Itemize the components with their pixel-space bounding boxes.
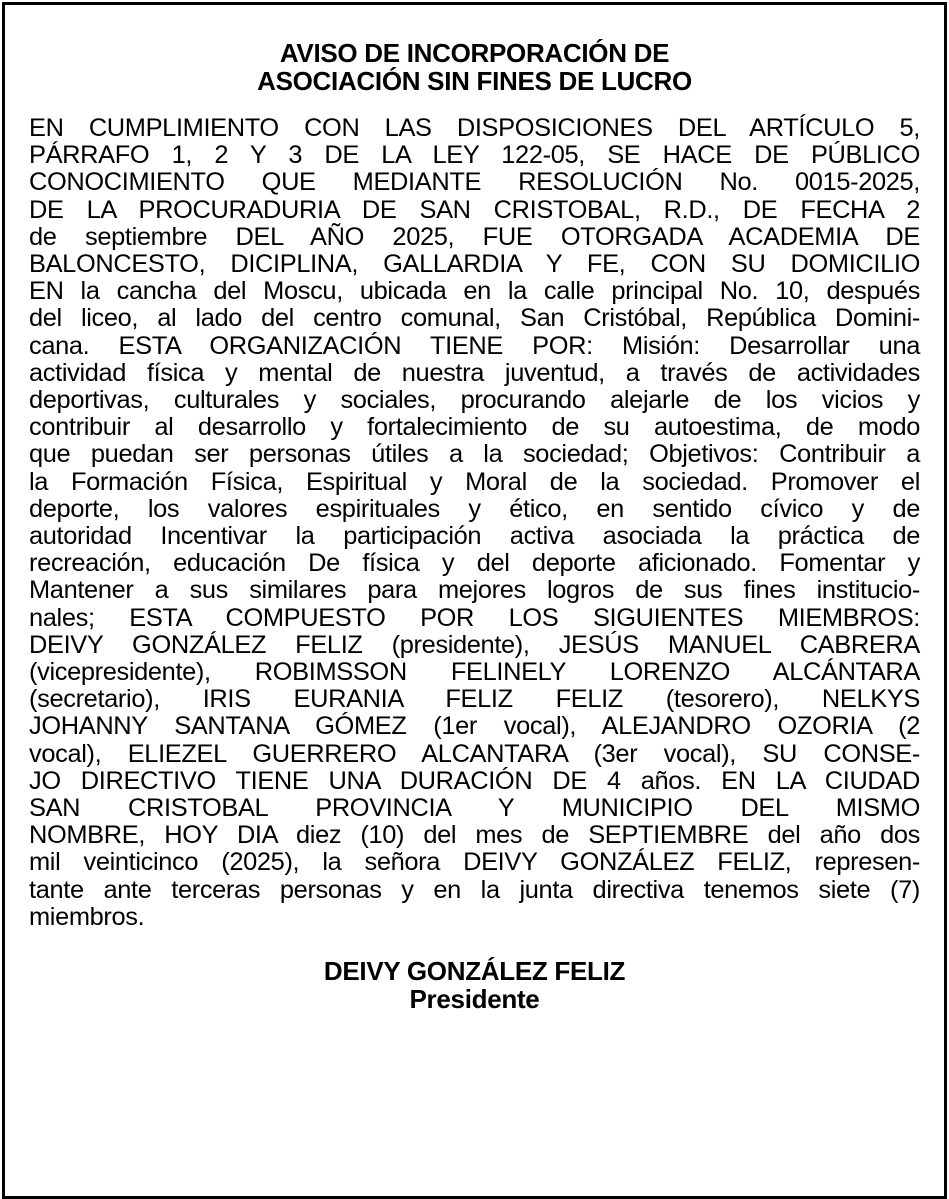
body-line: de septiembre DEL AÑO 2025, FUE OTORGADA ACADEMIA DE bbox=[29, 222, 920, 251]
body-line: deportivas, culturales y sociales, procurando alejarle de los vicios y bbox=[29, 386, 920, 415]
body-line: miembros. bbox=[29, 902, 145, 931]
body-line: DE LA PROCURADURIA DE SAN CRISTOBAL, R.D., DE FECHA 2 bbox=[29, 195, 920, 224]
signature-role: Presidente bbox=[409, 984, 540, 1015]
body-line: tante ante terceras personas y en la junta directiva tenemos siete (7) bbox=[29, 875, 920, 904]
body-line: SAN CRISTOBAL PROVINCIA Y MUNICIPIO DEL MISMO bbox=[29, 794, 920, 823]
body-line: nales; ESTA COMPUESTO POR LOS SIGUIENTES MIEMBROS: bbox=[29, 603, 920, 632]
body-line: autoridad Incentivar la participación activa asociada la práctica de bbox=[29, 522, 920, 551]
legal-notice bbox=[2, 2, 947, 1199]
notice-body bbox=[29, 115, 920, 931]
body-line: vocal), ELIEZEL GUERRERO ALCANTARA (3er vocal), SU CONSE- bbox=[29, 739, 920, 768]
body-line: deporte, los valores espirituales y ético, en sentido cívico y de bbox=[29, 494, 920, 523]
body-line: NOMBRE, HOY DIA diez (10) del mes de SEPTIEMBRE del año dos bbox=[29, 821, 920, 850]
body-line: cana. ESTA ORGANIZACIÓN TIENE POR: Misión: Desarrollar una bbox=[29, 331, 920, 360]
body-line: contribuir al desarrollo y fortalecimiento de su autoestima, de modo bbox=[29, 413, 920, 442]
body-line: JOHANNY SANTANA GÓMEZ (1er vocal), ALEJANDRO OZORIA (2 bbox=[29, 712, 920, 741]
notice-title-line-1: AVISO DE INCORPORACIÓN DE bbox=[279, 38, 670, 68]
body-line: actividad física y mental de nuestra juventud, a través de actividades bbox=[29, 358, 920, 387]
body-line: recreación, educación De física y del deporte aficionado. Fomentar y bbox=[29, 549, 920, 578]
notice-title bbox=[5, 39, 944, 95]
body-line: DEIVY GONZÁLEZ FELIZ (presidente), JESÚS MANUEL CABRERA bbox=[29, 630, 920, 659]
body-line: CONOCIMIENTO QUE MEDIANTE RESOLUCIÓN No. 0015-2025, bbox=[29, 168, 920, 197]
body-line: EN CUMPLIMIENTO CON LAS DISPOSICIONES DEL ARTÍCULO 5, bbox=[29, 114, 920, 142]
body-line: la Formación Física, Espiritual y Moral de la sociedad. Promover el bbox=[29, 467, 920, 496]
body-line: (secretario), IRIS EURANIA FELIZ FELIZ (tesorero), NELKYS bbox=[29, 685, 920, 714]
body-line: BALONCESTO, DICIPLINA, GALLARDIA Y FE, CON SU DOMICILIO bbox=[29, 250, 920, 279]
notice-title-line-2: ASOCIACIÓN SIN FINES DE LUCRO bbox=[257, 66, 692, 96]
body-line: que puedan ser personas útiles a la sociedad; Objetivos: Contribuir a bbox=[29, 440, 920, 469]
signature-block bbox=[5, 957, 944, 1013]
body-line: del liceo, al lado del centro comunal, San Cristóbal, República Domini- bbox=[29, 304, 920, 333]
signature-name: DEIVY GONZÁLEZ FELIZ bbox=[323, 956, 626, 987]
body-line: EN la cancha del Moscu, ubicada en la calle principal No. 10, después bbox=[29, 277, 920, 306]
body-line: PÁRRAFO 1, 2 Y 3 DE LA LEY 122-05, SE HACE DE PÚBLICO bbox=[29, 141, 920, 170]
body-line: mil veinticinco (2025), la señora DEIVY GONZÁLEZ FELIZ, represen- bbox=[29, 848, 920, 877]
body-line: Mantener a sus similares para mejores logros de sus fines institucio- bbox=[29, 576, 920, 605]
body-line: JO DIRECTIVO TIENE UNA DURACIÓN DE 4 años. EN LA CIUDAD bbox=[29, 766, 920, 795]
body-line: (vicepresidente), ROBIMSSON FELINELY LORENZO ALCÁNTARA bbox=[29, 658, 920, 687]
